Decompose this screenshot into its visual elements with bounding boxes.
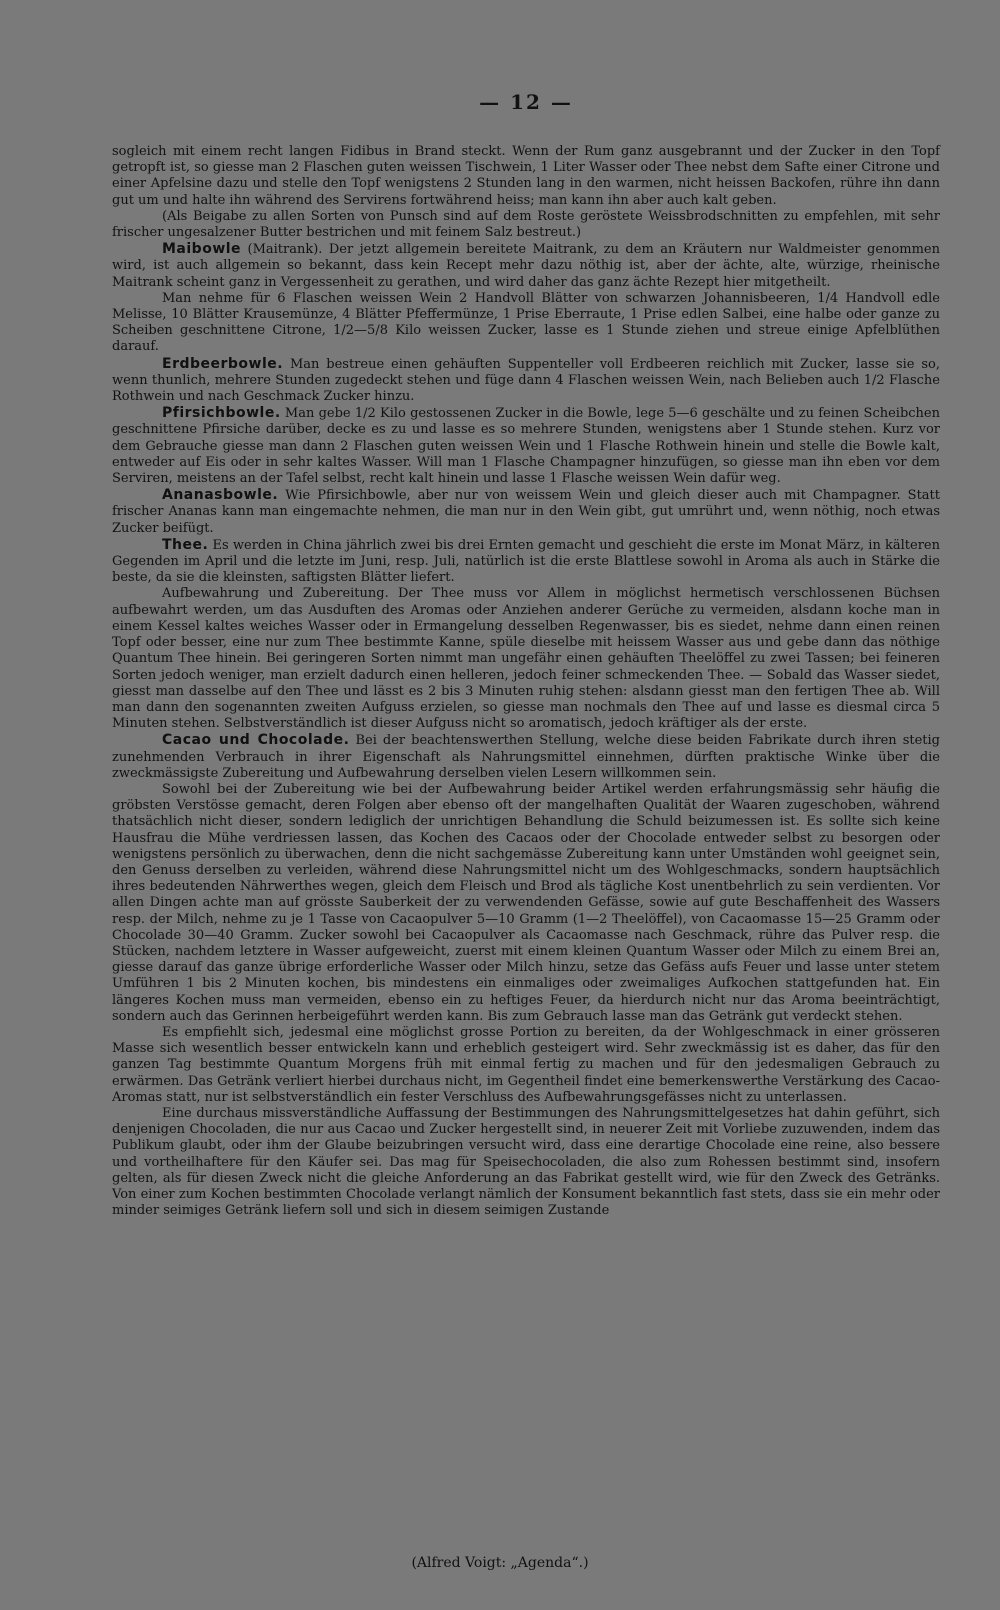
- paragraph: Man nehme für 6 Flaschen weissen Wein 2 Handvoll Blätter von schwarzen Johannisbeeren, 1/4 Handvoll edle Melisse, 10 Blätter Krausemünze, 4 Blätter Pfeffermünze, 1 Prise Eberraute, 1 Prise edlen Salbei, eine halbe oder ganze zu Scheiben geschnittene Citrone, 1/2—5/8 Kilo weissen Zucker, lasse es 1 Stunde ziehen und streue einige Apfelblüthen darauf.: [112, 290, 940, 355]
- paragraph: Ananasbowle. Wie Pfirsichbowle, aber nur von weissem Wein und gleich dieser auch mit Champagner. Statt frischer Ananas kann man eingemachte nehmen, die man nur in den Wein gibt, gut umrührt und, wenn nöthig, noch etwas Zucker beifügt.: [112, 487, 940, 536]
- paragraph: Es empfiehlt sich, jedesmal eine möglichst grosse Portion zu bereiten, da der Wohlgeschmack in einer grösseren Masse sich wesentlich besser entwickeln kann und erheblich gesteigert wird. Sehr zweckmässig ist es daher, das für den ganzen Tag bestimmte Quantum Morgens früh mit einmal fertig zu machen und für den jedesmaligen Gebrauch zu erwärmen. Das Getränk verliert hierbei durchaus nicht, im Gegentheil findet eine bemerkenswerthe Verstärkung des Cacao-Aromas statt, nur ist selbstverständlich ein fester Verschluss des Aufbewahrungsgefässes nicht zu unterlassen.: [112, 1024, 940, 1105]
- section-heading: Erdbeerbowle.: [162, 355, 284, 372]
- body-text: [112, 144, 940, 1219]
- paragraph: sogleich mit einem recht langen Fidibus in Brand steckt. Wenn der Rum ganz ausgebrannt und der Zucker in den Topf getropft ist, so giesse man 2 Flaschen guten weissen Tischwein, 1 Liter Wasser oder Thee nebst dem Safte einer Citrone und einer Apfelsine dazu und stelle den Topf wenigstens 2 Stunden lang in den warmen, nicht heissen Backofen, rühre ihn dann gut um und halte ihn während des Servirens fortwährend heiss; man kann ihn aber auch kalt geben.: [112, 144, 940, 208]
- section-heading: Cacao und Chocolade.: [162, 732, 350, 749]
- section-heading: Ananasbowle.: [162, 487, 279, 504]
- paragraph: Cacao und Chocolade. Bei der beachtenswerthen Stellung, welche diese beiden Fabrikate durch ihren stetig zunehmenden Verbrauch in ihrer Eigenschaft als Nahrungsmittel einnehmen, dürften praktische Winke über die zweckmässigste Zubereitung und Aufbewahrung derselben vielen Lesern willkommen sein.: [112, 732, 940, 781]
- section-heading: Thee.: [162, 536, 209, 553]
- paragraph: (Als Beigabe zu allen Sorten von Punsch sind auf dem Roste geröstete Weissbrodschnitten zu empfehlen, mit sehr frischer ungesalzener Butter bestrichen und mit feinem Salz bestreut.): [112, 208, 940, 241]
- page-number: — 12 —: [479, 90, 573, 114]
- paragraph: Eine durchaus missverständliche Auffassung der Bestimmungen des Nahrungsmittelgesetzes hat dahin geführt, sich denjenigen Chocoladen, die nur aus Cacao und Zucker hergestellt sind, in neuerer Zeit mit Vorliebe zuzuwenden, indem das Publikum glaubt, oder ihm der Glaube beizubringen versucht wird, dass eine derartige Chocolade eine reine, also bessere und vortheilhaftere für den Käufer sei. Das mag für Speisechocoladen, die also zum Rohessen bestimmt sind, insofern gelten, als für diesen Zweck nicht die gleiche Anforderung an das Fabrikat gestellt wird, wie für den Zweck des Getränks. Von einer zum Kochen bestimmten Chocolade verlangt nämlich der Konsument bekanntlich fast stets, dass sie ein mehr oder minder seimiges Getränk liefern soll und sich in diesem seimigen Zustande: [112, 1105, 940, 1219]
- paragraph: Thee. Es werden in China jährlich zwei bis drei Ernten gemacht und geschieht die erste im Monat März, in kälteren Gegenden im April und die letzte im Juni, resp. Juli, natürlich ist die erste Blattlese sowohl in Aroma als auch in Stärke die beste, da sie die kleinsten, saftigsten Blätter liefert.: [112, 536, 940, 586]
- source-citation: (Alfred Voigt: „Agenda“.): [411, 1555, 589, 1571]
- paragraph: Maibowle (Maitrank). Der jetzt allgemein bereitete Maitrank, zu dem an Kräutern nur Waldmeister genommen wird, ist auch allgemein so bekannt, dass kein Recept mehr dazu nöthig ist, aber der ächte, alte, würzige, rheinische Maitrank scheint ganz in Vergessenheit zu gerathen, und wird daher das ganz ächte Rezept hier mitgetheilt.: [112, 241, 940, 290]
- paragraph: Sowohl bei der Zubereitung wie bei der Aufbewahrung beider Artikel werden erfahrungsmässig sehr häufig die gröbsten Verstösse gemacht, deren Folgen aber ebenso oft der mangelhaften Qualität der Waaren zugeschoben, während thatsächlich nicht dieser, sondern lediglich der unrichtigen Behandlung die Schuld beizumessen ist. Es sollte sich keine Hausfrau die Mühe verdriessen lassen, das Kochen des Cacaos oder der Chocolade entweder selbst zu besorgen oder wenigstens persönlich zu überwachen, denn die nicht sachgemässe Zubereitung kann unter Umständen wohl geeignet sein, den Genuss derselben zu verleiden, während diese Nahrungsmittel nicht um des Wohlgeschmacks, sondern hauptsächlich ihres bedeutenden Nährwerthes wegen, gleich dem Fleisch und Brod als tägliche Kost unentbehrlich zu sein verdienten. Vor allen Dingen achte man auf grösste Sauberkeit der zu verwendenden Gefässe, sowie auf gute Beschaffenheit des Wassers resp. der Milch, nehme zu je 1 Tasse von Cacaopulver 5—10 Gramm (1—2 Theelöffel), von Cacaomasse 15—25 Gramm oder Chocolade 30—40 Gramm. Zucker sowohl bei Cacaopulver als Cacaomasse nach Geschmack, rühre das Pulver resp. die Stücken, nachdem letztere in Wasser aufgeweicht, zuerst mit einem kleinen Quantum Wasser oder Milch zu einem Brei an, giesse darauf das ganze übrige erforderliche Wasser oder Milch hinzu, setze das Gefäss aufs Feuer und lasse unter stetem Umführen 1 bis 2 Minuten kochen, bis mindestens ein einmaliges oder zweimaliges Aufkochen stattgefunden hat. Ein längeres Kochen muss man vermeiden, ebenso ein zu heftiges Feuer, da hierdurch nicht nur das Aroma beeinträchtigt, sondern auch das Gerinnen herbeigeführt werden kann. Bis zum Gebrauch lasse man das Getränk gut verdeckt stehen.: [112, 781, 940, 1024]
- paragraph: Aufbewahrung und Zubereitung. Der Thee muss vor Allem in möglichst hermetisch verschlossenen Büchsen aufbewahrt werden, um das Ausduften des Aromas oder Anziehen anderer Gerüche zu vermeiden, alsdann koche man in einem Kessel kaltes weiches Wasser oder in Ermangelung desselben Regenwasser, bis es siedet, nehme dann einen reinen Topf oder besser, eine nur zum Thee bestimmte Kanne, spüle dieselbe mit heissem Wasser aus und gebe dann das nöthige Quantum Thee hinein. Bei geringeren Sorten nimmt man ungefähr einen gehäuften Theelöffel zu zwei Tassen; bei feineren Sorten jedoch weniger, man erzielt dadurch einen helleren, jedoch feiner schmeckenden Thee. — Sobald das Wasser siedet, giesst man dasselbe auf den Thee und lässt es 2 bis 3 Minuten ruhig stehen: alsdann giesst man den fertigen Thee ab. Will man dann den sogenannten zweiten Aufguss erzielen, so giesse man nochmals den Thee auf und lasse es diesmal circa 5 Minuten stehen. Selbstverständlich ist dieser Aufguss nicht so aromatisch, jedoch kräftiger als der erste.: [112, 586, 940, 732]
- section-heading: Pfirsichbowle.: [162, 405, 281, 422]
- section-heading: Maibowle: [162, 241, 242, 258]
- paragraph: Pfirsichbowle. Man gebe 1/2 Kilo gestossenen Zucker in die Bowle, lege 5—6 geschälte und zu feinen Scheibchen geschnittene Pfirsiche darüber, decke es zu und lasse es so mehrere Stunden, wenigstens aber 1 Stunde stehen. Kurz vor dem Gebrauche giesse man dann 2 Flaschen guten weissen Wein und 1 Flasche Rothwein hinein und stelle die Bowle kalt, entweder auf Eis oder in sehr kaltes Wasser. Will man 1 Flasche Champagner hinzufügen, so giesse man ihn eben vor dem Serviren, meistens an der Tafel selbst, recht kalt hinein und lasse 1 Flasche weissen Wein dafür weg.: [112, 405, 940, 487]
- paragraph: Erdbeerbowle. Man bestreue einen gehäuften Suppenteller voll Erdbeeren reichlich mit Zucker, lasse sie so, wenn thunlich, mehrere Stunden zugedeckt stehen und füge dann 4 Flaschen weissen Wein, nach Belieben auch 1/2 Flasche Rothwein und nach Geschmack Zucker hinzu.: [112, 355, 941, 405]
